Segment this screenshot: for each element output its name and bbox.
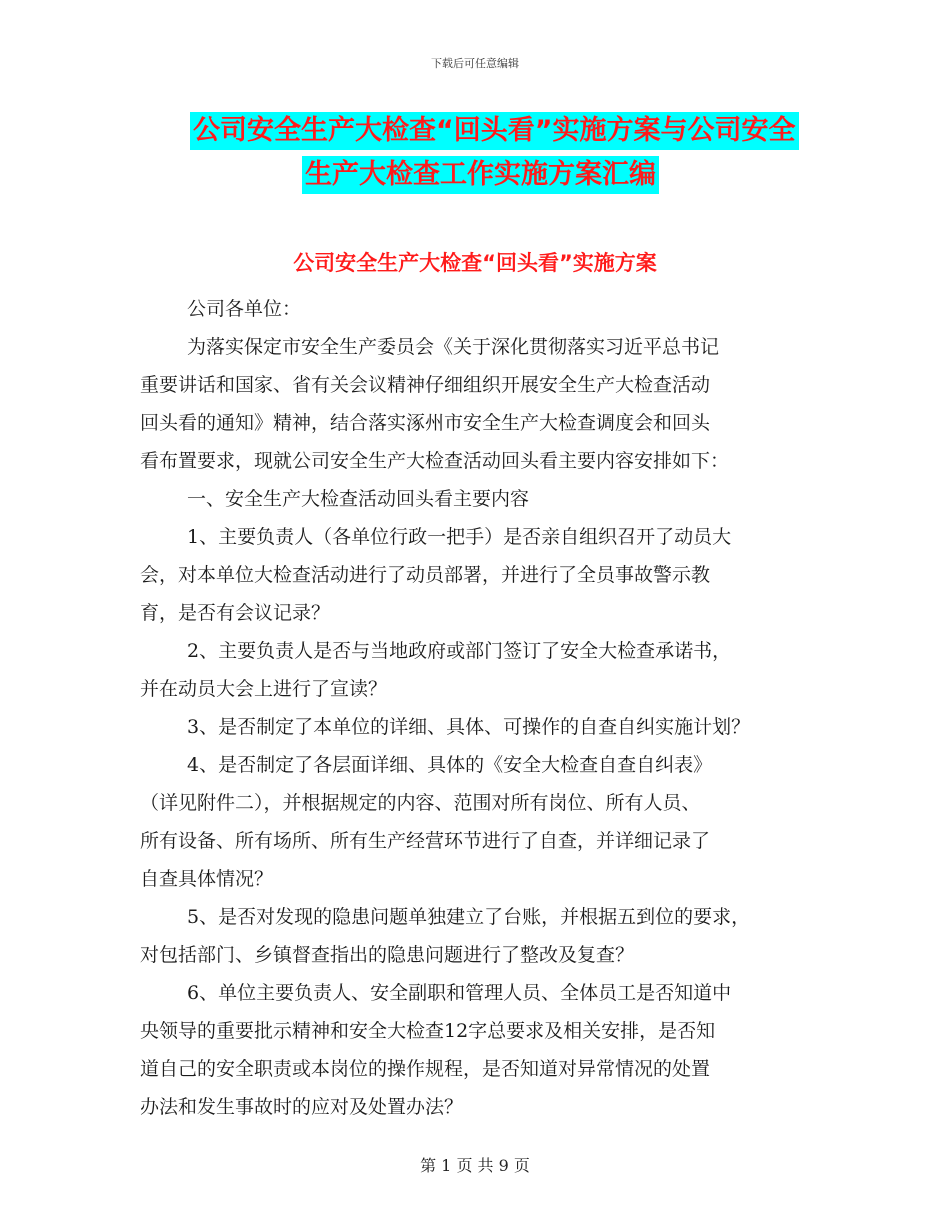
list-item-line: 所有设备、所有场所、所有生产经营环节进行了自查，并详细记录了 bbox=[140, 830, 711, 852]
document-body bbox=[140, 290, 820, 1126]
list-item-line: （详见附件二），并根据规定的内容、范围对所有岗位、所有人员、 bbox=[140, 792, 701, 814]
header-note: 下载后可任意编辑 bbox=[431, 57, 519, 70]
list-item-line: 会，对本单位大检查活动进行了动员部署，并进行了全员事故警示教 bbox=[140, 564, 711, 586]
salutation: 公司各单位： bbox=[187, 298, 302, 320]
section-heading: 一、安全生产大检查活动回头看主要内容 bbox=[187, 488, 530, 510]
section-title: 公司安全生产大检查“回头看”实施方案 bbox=[293, 251, 657, 275]
list-item-line: 1、主要负责人（各单位行政一把手）是否亲自组织召开了动员大 bbox=[187, 526, 732, 548]
list-item-line: 3、是否制定了本单位的详细、具体、可操作的自查自纠实施计划？ bbox=[187, 716, 751, 738]
main-title-line-1: 公司安全生产大检查“回头看”实施方案与公司安全 bbox=[190, 112, 799, 150]
list-item-line: 6、单位主要负责人、安全副职和管理人员、全体员工是否知道中 bbox=[187, 982, 732, 1004]
list-item-line: 育，是否有会议记录？ bbox=[140, 602, 331, 624]
list-item-line: 道自己的安全职责或本岗位的操作规程，是否知道对异常情况的处置 bbox=[140, 1058, 711, 1080]
paragraph-line: 重要讲话和国家、省有关会议精神仔细组织开展安全生产大检查活动 bbox=[140, 374, 711, 396]
page-footer: 第 1 页 共 9 页 bbox=[420, 1156, 530, 1175]
list-item-line: 2、主要负责人是否与当地政府或部门签订了安全大检查承诺书， bbox=[187, 640, 732, 662]
paragraph-line: 看布置要求，现就公司安全生产大检查活动回头看主要内容安排如下： bbox=[140, 450, 730, 472]
main-title-line-2: 生产大检查工作实施方案汇编 bbox=[302, 156, 659, 194]
list-item-line: 并在动员大会上进行了宣读？ bbox=[140, 678, 388, 700]
list-item-line: 央领导的重要批示精神和安全大检查12字总要求及相关安排，是否知 bbox=[140, 1020, 716, 1042]
list-item-line: 自查具体情况？ bbox=[140, 868, 274, 890]
paragraph-line: 为落实保定市安全生产委员会《关于深化贯彻落实习近平总书记 bbox=[187, 336, 720, 358]
list-item-line: 对包括部门、乡镇督查指出的隐患问题进行了整改及复查？ bbox=[140, 944, 635, 966]
list-item-line: 办法和发生事故时的应对及处置办法？ bbox=[140, 1096, 464, 1118]
paragraph-line: 回头看的通知》精神，结合落实涿州市安全生产大检查调度会和回头 bbox=[140, 412, 711, 434]
list-item-line: 4、是否制定了各层面详细、具体的《安全大检查自查自纠表》 bbox=[187, 754, 713, 776]
list-item-line: 5、是否对发现的隐患问题单独建立了台账，并根据五到位的要求， bbox=[187, 906, 751, 928]
